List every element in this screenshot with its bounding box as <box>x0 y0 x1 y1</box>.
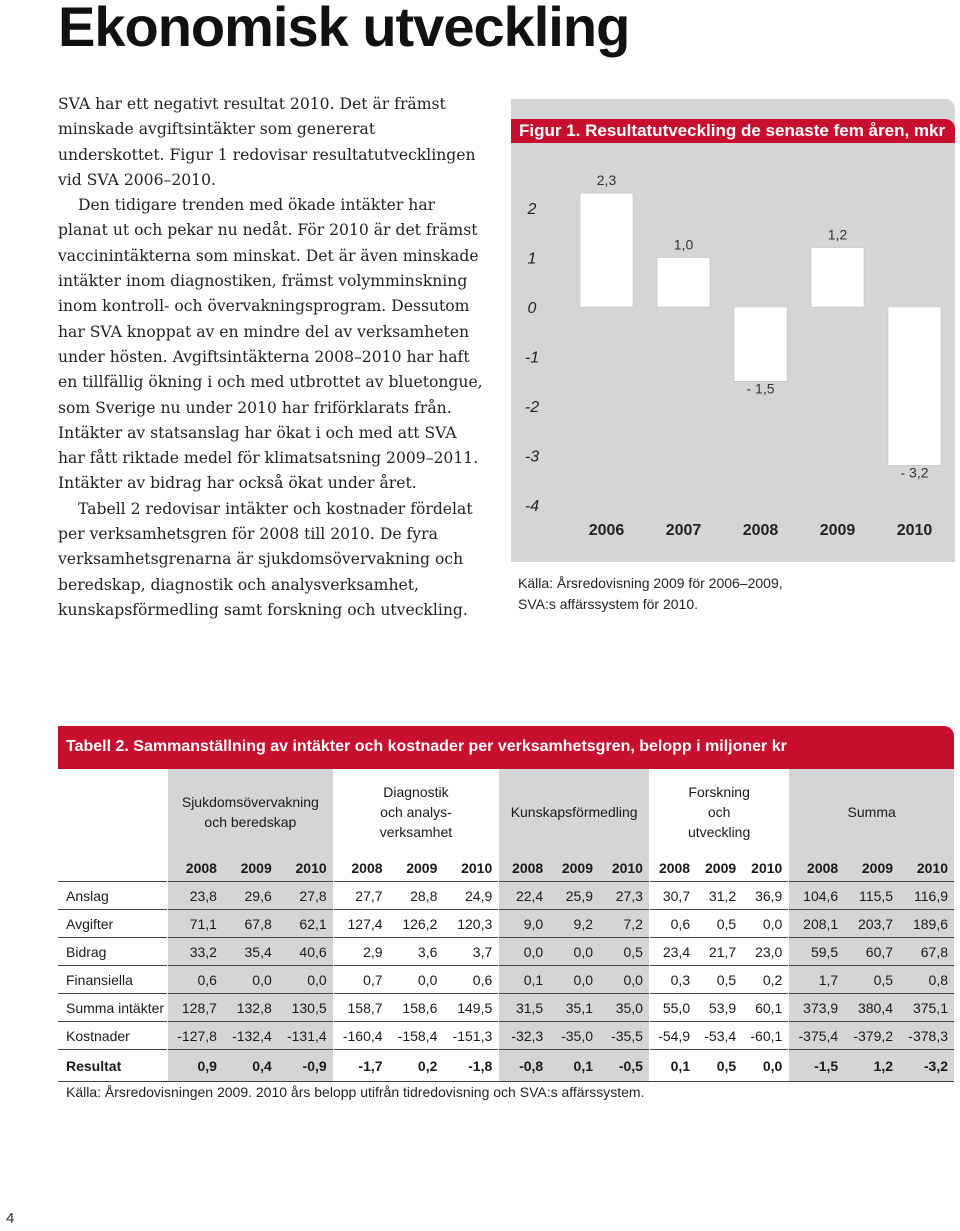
page-number: 4 <box>6 1210 15 1227</box>
y-tick-label: -1 <box>524 349 540 367</box>
table-cell: -1,8 <box>443 1050 498 1082</box>
table-cell: 208,1 <box>789 910 844 938</box>
column-group-header <box>168 769 334 855</box>
row-label: Resultat <box>58 1050 168 1082</box>
table-cell: 0,4 <box>223 1050 278 1082</box>
data-label: 2,3 <box>596 172 617 189</box>
table-row <box>58 938 954 966</box>
year-header: 2010 <box>751 860 783 876</box>
bar <box>734 307 787 381</box>
table-cell: 0,7 <box>333 966 388 994</box>
bar <box>580 193 633 307</box>
table-cell: 126,2 <box>389 910 444 938</box>
table-cell: 55,0 <box>649 994 696 1022</box>
table-cell: 27,3 <box>599 882 649 910</box>
table-cell: -35,0 <box>549 1022 599 1050</box>
table-cell: 25,9 <box>549 882 599 910</box>
table-cell: 189,6 <box>899 910 954 938</box>
table-cell: 0,2 <box>389 1050 444 1082</box>
y-tick-label: 0 <box>527 300 537 317</box>
table-cell: 0,0 <box>499 938 549 966</box>
table-years-row <box>58 855 954 882</box>
table-cell: 27,7 <box>333 882 388 910</box>
year-header: 2008 <box>333 855 388 882</box>
table-cell: 27,8 <box>278 882 333 910</box>
column-group-header <box>649 769 788 855</box>
table-row <box>58 966 954 994</box>
year-header: 2008 <box>168 855 223 882</box>
year-header: 2010 <box>599 855 649 882</box>
table-cell: 0,5 <box>696 1050 742 1082</box>
table-cell: 36,9 <box>742 882 789 910</box>
table-cell: 0,0 <box>742 1050 789 1082</box>
table-cell: 380,4 <box>844 994 899 1022</box>
table-cell: 31,5 <box>499 994 549 1022</box>
bar <box>657 258 710 308</box>
table-cell: -160,4 <box>333 1022 388 1050</box>
column-group-header-line: Summa <box>847 804 896 820</box>
table-cell: 3,7 <box>443 938 498 966</box>
table-cell: 1,7 <box>789 966 844 994</box>
table-cell: 23,8 <box>168 882 223 910</box>
table-cell: -35,5 <box>599 1022 649 1050</box>
table-cell: -53,4 <box>696 1022 742 1050</box>
table-cell: 60,7 <box>844 938 899 966</box>
paragraph: Den tidigare trenden med ökade intäkter har planat ut och pekar nu nedåt. För 2010 är det främst vaccinintäkterna som minskat. Det är även minskade intäkter inom diagnostiken, främst volymminskning inom kontroll- och övervakningsprogram. Dessutom har SVA knoppat av en mindre del av verksamheten under hösten. Avgiftsintäkterna 2008–2010 har haft en tillfällig ökning i och med utbrottet av bluetongue, som Sverige nu under 2010 har friförklarats från. Intäkter av statsanslag har ökat i och med att SVA har fått riktade medel för klimatsatsning 2009–2011. Intäkter av bidrag har också ökat under året. <box>58 196 483 493</box>
body-text <box>58 92 486 623</box>
x-tick-label: 2008 <box>742 522 779 539</box>
data-label: 1,2 <box>827 226 848 243</box>
table-cell: 120,3 <box>443 910 498 938</box>
table-cell: 132,8 <box>223 994 278 1022</box>
column-group-header <box>333 769 499 855</box>
year-header: 2009 <box>223 855 278 882</box>
table-cell: 30,7 <box>649 882 696 910</box>
year-header: 2008 <box>649 855 696 882</box>
table-cell: 0,3 <box>649 966 696 994</box>
year-header: 2009 <box>549 855 599 882</box>
table-cell: -1,7 <box>333 1050 388 1082</box>
table-cell: 0,1 <box>499 966 549 994</box>
table-cell: 35,1 <box>549 994 599 1022</box>
table-row <box>58 910 954 938</box>
table-cell: 53,9 <box>696 994 742 1022</box>
table-cell: 0,5 <box>599 938 649 966</box>
data-label: 1,0 <box>673 236 694 253</box>
table-cell: 23,4 <box>649 938 696 966</box>
paragraph: SVA har ett negativt resultat 2010. Det är främst minskade avgiftsintäkter som genererat underskottet. Figur 1 redovisar resultatutvecklingen vid SVA 2006–2010. <box>58 95 476 189</box>
table-cell: -131,4 <box>278 1022 333 1050</box>
table-cell: -60,1 <box>742 1022 789 1050</box>
paragraph: Tabell 2 redovisar intäkter och kostnader fördelat per verksamhetsgren för 2008 till 2010. De fyra verksamhetsgrenarna är sjukdomsövervakning och beredskap, diagnostik och analysverksamhet, kunskapsförmedling samt forskning och utveckling. <box>58 499 473 619</box>
table-cell: -3,2 <box>899 1050 954 1082</box>
table-cell: 0,0 <box>599 966 649 994</box>
table-cell: 0,9 <box>168 1050 223 1082</box>
table-cell: 0,2 <box>742 966 789 994</box>
table-source: Källa: Årsredovisningen 2009. 2010 års belopp utifrån tidredovisning och SVA:s affärssystem. <box>66 1084 645 1100</box>
row-label: Bidrag <box>58 938 168 966</box>
table-cell: -158,4 <box>389 1022 444 1050</box>
year-header: 2009 <box>705 860 737 876</box>
table-cell: 28,8 <box>389 882 444 910</box>
column-group-header-line: och analys- <box>380 804 452 820</box>
table-corner-cell <box>58 855 168 882</box>
table-cell: 67,8 <box>223 910 278 938</box>
table-row <box>58 882 954 910</box>
table-cell: -32,3 <box>499 1022 549 1050</box>
table-cell: 24,9 <box>443 882 498 910</box>
table-cell: 0,1 <box>549 1050 599 1082</box>
table-cell: 35,0 <box>599 994 649 1022</box>
year-header: 2008 <box>789 855 844 882</box>
table-row <box>58 994 954 1022</box>
column-group-header <box>499 769 650 855</box>
figure-panel <box>511 99 955 562</box>
table-row <box>58 1050 954 1082</box>
column-group-header-line: och <box>707 804 731 820</box>
table-cell: 9,0 <box>499 910 549 938</box>
table-cell: 203,7 <box>844 910 899 938</box>
table-cell: 71,1 <box>168 910 223 938</box>
figure-source <box>518 573 783 615</box>
row-label: Kostnader <box>58 1022 168 1050</box>
table-cell: -375,4 <box>789 1022 844 1050</box>
column-group-header-line: utveckling <box>688 824 751 840</box>
x-tick-label: 2006 <box>588 522 625 539</box>
table-cell: -132,4 <box>223 1022 278 1050</box>
column-group-header-line: Sjukdomsövervakning <box>181 794 319 810</box>
table-cell: 0,6 <box>443 966 498 994</box>
table-cell: -0,5 <box>599 1050 649 1082</box>
x-tick-label: 2007 <box>665 522 702 539</box>
table-row <box>58 1022 954 1050</box>
table-cell: -1,5 <box>789 1050 844 1082</box>
table-cell: 2,9 <box>333 938 388 966</box>
table-cell: 0,0 <box>549 966 599 994</box>
table-corner-cell <box>58 769 168 855</box>
table-cell: 29,6 <box>223 882 278 910</box>
column-group-header-line: Diagnostik <box>383 784 449 800</box>
row-label: Avgifter <box>58 910 168 938</box>
table-panel <box>58 726 954 1074</box>
table-cell: 149,5 <box>443 994 498 1022</box>
table-cell: 33,2 <box>168 938 223 966</box>
x-tick-label: 2009 <box>819 522 856 539</box>
table-cell: -0,8 <box>499 1050 549 1082</box>
table-cell: 40,6 <box>278 938 333 966</box>
table-cell: 0,8 <box>899 966 954 994</box>
y-tick-label: 2 <box>527 201 537 218</box>
table-cell: 0,6 <box>649 910 696 938</box>
table-title-bar <box>58 726 954 769</box>
table-cell: 115,5 <box>844 882 899 910</box>
table-cell: 60,1 <box>742 994 789 1022</box>
row-label: Summa intäkter <box>58 994 168 1022</box>
table-cell: 0,0 <box>389 966 444 994</box>
table-cell: 0,0 <box>549 938 599 966</box>
year-header: 2010 <box>278 855 333 882</box>
y-tick-label: 1 <box>527 250 537 268</box>
column-group-header-line: Kunskapsförmedling <box>510 804 638 820</box>
table-cell: 158,7 <box>333 994 388 1022</box>
table-cell: 130,5 <box>278 994 333 1022</box>
table-cell: 375,1 <box>899 994 954 1022</box>
table-cell: 104,6 <box>789 882 844 910</box>
figure-title: Figur 1. Resultatutveckling de senaste fem åren, mkr <box>519 121 946 140</box>
table-header-row <box>58 769 954 855</box>
table-cell: 3,6 <box>389 938 444 966</box>
table-cell: 0,6 <box>168 966 223 994</box>
table-cell: 22,4 <box>499 882 549 910</box>
table-cell: -127,8 <box>168 1022 223 1050</box>
table-cell: 158,6 <box>389 994 444 1022</box>
table-cell: 9,2 <box>549 910 599 938</box>
bar-chart <box>511 99 955 562</box>
data-label: - 1,5 <box>746 380 775 397</box>
table-cell: 0,0 <box>278 966 333 994</box>
year-header: 2010 <box>461 860 493 876</box>
figure-source-line: SVA:s affärssystem för 2010. <box>518 596 699 612</box>
table-cell: 0,0 <box>742 910 789 938</box>
table-cell: 0,0 <box>223 966 278 994</box>
column-group-header-line: och beredskap <box>204 814 297 830</box>
y-tick-label: -2 <box>524 399 540 416</box>
table-cell: 67,8 <box>899 938 954 966</box>
summary-table <box>58 769 954 1082</box>
table-cell: -54,9 <box>649 1022 696 1050</box>
column-group-header <box>789 769 954 855</box>
y-tick-label: -3 <box>524 448 540 466</box>
table-cell: 59,5 <box>789 938 844 966</box>
column-group-header-line: verksamhet <box>379 824 453 840</box>
table-cell: 116,9 <box>899 882 954 910</box>
column-group-header-line: Forskning <box>688 784 750 800</box>
table-cell: -151,3 <box>443 1022 498 1050</box>
table-cell: 21,7 <box>696 938 742 966</box>
table-cell: 1,2 <box>844 1050 899 1082</box>
year-header: 2009 <box>844 855 899 882</box>
figure-source-line: Källa: Årsredovisning 2009 för 2006–2009, <box>518 575 783 591</box>
table-cell: -379,2 <box>844 1022 899 1050</box>
table-cell: 0,5 <box>844 966 899 994</box>
year-header: 2010 <box>899 855 954 882</box>
year-header: 2009 <box>406 860 438 876</box>
table-cell: 128,7 <box>168 994 223 1022</box>
table-cell: 62,1 <box>278 910 333 938</box>
table-cell: 7,2 <box>599 910 649 938</box>
table-cell: 373,9 <box>789 994 844 1022</box>
table-title: Tabell 2. Sammanställning av intäkter och kostnader per verksamhetsgren, belopp i miljoner kr <box>66 738 787 755</box>
table-cell: -0,9 <box>278 1050 333 1082</box>
table-cell: 31,2 <box>696 882 742 910</box>
x-tick-label: 2010 <box>896 522 933 539</box>
table-cell: 0,1 <box>649 1050 696 1082</box>
table-cell: -378,3 <box>899 1022 954 1050</box>
year-header: 2008 <box>499 855 549 882</box>
page-title: Ekonomisk utveckling <box>58 0 630 58</box>
row-label: Anslag <box>58 882 168 910</box>
y-tick-label: -4 <box>524 498 540 515</box>
table-cell: 127,4 <box>333 910 388 938</box>
data-label: - 3,2 <box>900 464 929 481</box>
bar <box>811 248 864 307</box>
table-cell: 0,5 <box>696 966 742 994</box>
table-cell: 0,5 <box>696 910 742 938</box>
bar <box>888 307 941 465</box>
table-cell: 35,4 <box>223 938 278 966</box>
table-cell: 23,0 <box>742 938 789 966</box>
row-label: Finansiella <box>58 966 168 994</box>
